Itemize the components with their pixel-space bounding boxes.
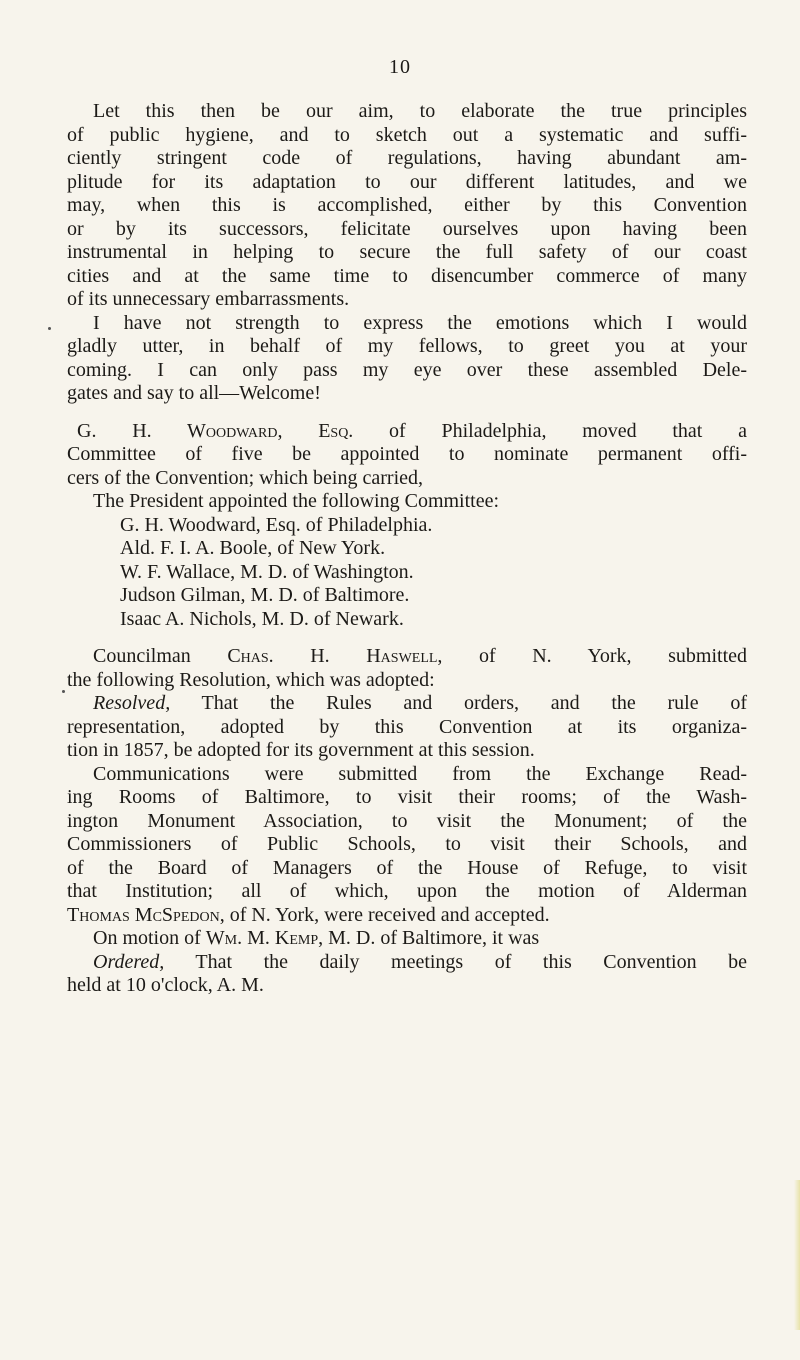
text-line: representation, adopted by this Convention at its organiza- [67,715,747,738]
text-line: held at 10 o'clock, A. M. [67,974,264,996]
paragraph-ordered [67,951,747,998]
paragraph-woodward-motion [67,420,747,491]
person-name: Wm. M. Kemp, [205,927,324,949]
text-line: coming. I can only pass my eye over these assembled Dele- [67,358,747,381]
ordered-label: Ordered, [93,950,165,973]
resolved-label: Resolved, [93,692,171,714]
text-line: of public hygiene, and to sketch out a systematic and suffi- [67,123,747,146]
margin-speck [48,327,51,330]
paragraph-haswell-resolution [67,645,747,692]
paragraph-president-appointed [67,490,747,514]
paragraph-resolved [67,692,747,763]
person-name: G. H. Woodward, Esq. [77,419,354,442]
text-line [67,904,747,928]
text-line: Let this then be our aim, to elaborate the true principles [93,100,747,122]
text-line: may, when this is accomplished, either by this Convention [67,194,747,216]
text-line: ciently stringent code of regulations, having abundant am- [67,147,747,169]
person-name: Thomas McSpedon, [67,903,225,926]
text-line: of its unnecessary embarrassments. [67,288,350,310]
paragraph-kemp-motion [67,927,747,951]
text-line: plitude for its adaptation to our different latitudes, and we [67,170,747,193]
text-line: The President appointed the following Committee: [93,490,500,512]
paragraph-communications [67,763,747,928]
text-line: the following Resolution, which was adopted: [67,668,435,691]
text-run: Councilman [93,645,228,667]
margin-speck [62,690,65,693]
text-line: that Institution; all of which, upon the motion of Alderman [67,880,747,902]
text-run: That the daily meetings of this Convention be [164,950,747,973]
committee-member: G. H. Woodward, Esq. of Philadelphia. [120,513,433,536]
text-run: M. D. of Baltimore, it was [323,927,540,949]
text-line: tion in 1857, be adopted for its government at this session. [67,739,535,761]
committee-member: W. F. Wallace, M. D. of Washington. [120,560,414,583]
text-line: cers of the Convention; which being carried, [67,466,423,489]
paragraph-welcome [67,312,747,406]
text-run: of Philadelphia, moved that a [353,419,747,442]
page-edge-stain [794,1180,800,1330]
text-line: ing Rooms of Baltimore, to visit their rooms; of the Wash- [67,786,747,808]
text-line [67,692,747,716]
committee-member: Judson Gilman, M. D. of Baltimore. [120,584,410,606]
text-line: cities and at the same time to disencumber commerce of many [67,264,747,287]
committee-member: Isaac A. Nichols, M. D. of Newark. [120,607,404,630]
text-line: of the Board of Managers of the House of Refuge, to visit [67,856,747,879]
page-number: 10 [389,56,411,78]
text-line: I have not strength to express the emotions which I would [93,311,747,334]
text-line: or by its successors, felicitate ourselves upon having been [67,217,747,240]
text-line: ington Monument Association, to visit the Monument; of the [67,809,747,832]
text-line [67,951,747,975]
text-line [67,645,747,669]
paragraph-aim [67,100,747,312]
body-text [67,100,747,998]
text-line [67,927,747,951]
text-run: That the Rules and orders, and the rule of [170,692,747,714]
text-run: On motion of [93,927,206,949]
text-line: gates and say to all—Welcome! [67,382,321,404]
text-line: gladly utter, in behalf of my fellows, to greet you at your [67,335,747,357]
text-line: Committee of five be appointed to nominate permanent offi- [67,443,747,465]
text-line: Communications were submitted from the Exchange Read- [93,762,747,785]
committee-member: Ald. F. I. A. Boole, of New York. [120,537,386,559]
text-line [67,420,747,444]
text-run: of N. York, were received and accepted. [224,903,550,926]
committee-list [67,514,747,632]
text-run: of N. York, submitted [442,645,748,667]
person-name: Chas. H. Haswell, [227,645,443,667]
text-line: Commissioners of Public Schools, to visit their Schools, and [67,833,747,855]
text-line: instrumental in helping to secure the full safety of our coast [67,241,747,263]
